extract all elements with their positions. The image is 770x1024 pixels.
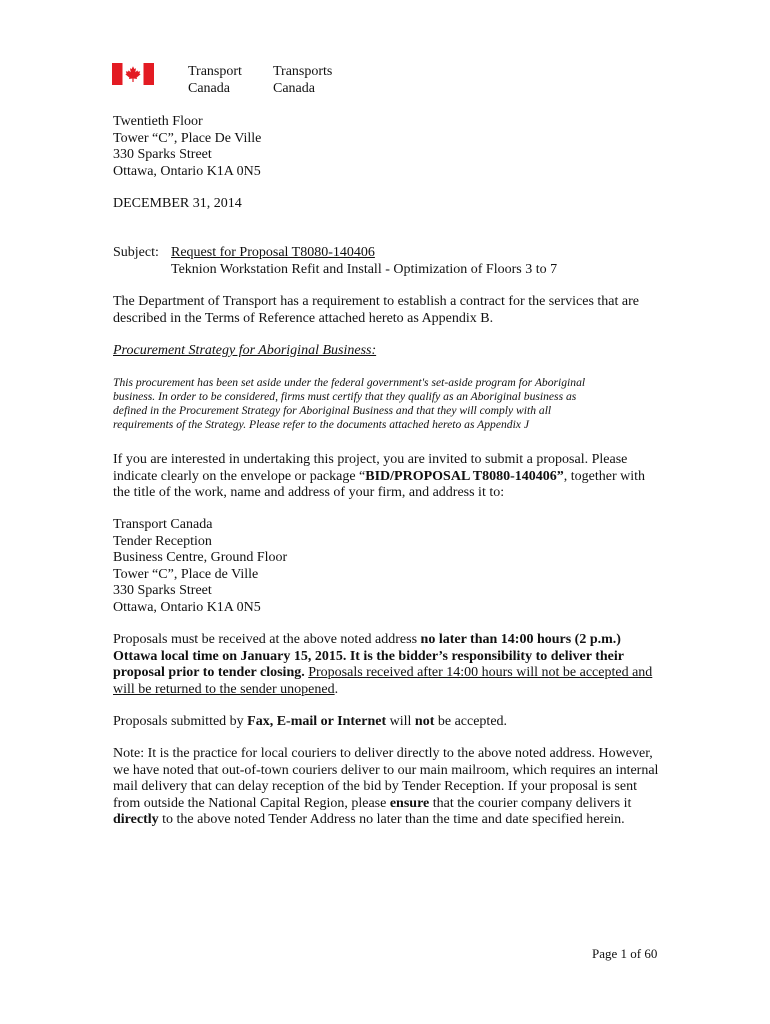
deadline-line bbox=[113, 682, 658, 699]
note-line bbox=[113, 812, 658, 829]
address-line: Transport Canada bbox=[113, 517, 213, 532]
sender-address bbox=[113, 114, 658, 180]
note-text: to the above noted Tender Address no later than the time and date specified herein. bbox=[158, 812, 625, 828]
note-line: we have noted that out-of-town couriers deliver to our main mailroom, which requires an internal bbox=[113, 762, 659, 778]
intro-line: The Department of Transport has a requirement to establish a contract for the services that are bbox=[113, 294, 639, 309]
deadline-warning: will be returned to the sender unopened bbox=[113, 681, 335, 697]
note-ensure: ensure bbox=[389, 795, 430, 811]
note-text: that the courier company delivers it bbox=[429, 795, 632, 811]
strategy-line: defined in the Procurement Strategy for Aboriginal Business and that they will comply with all bbox=[113, 404, 552, 417]
address-line: 330 Sparks Street bbox=[113, 147, 212, 163]
canada-flag-icon bbox=[112, 63, 154, 85]
note-line bbox=[113, 796, 658, 813]
strategy-line: This procurement has been set aside under the federal government's set-aside program for Aboriginal bbox=[113, 376, 586, 389]
deadline-time: no later than 14:00 hours (2 p.m.) bbox=[420, 632, 621, 647]
dept-fr-line1: Transports bbox=[273, 64, 333, 79]
note-directly: directly bbox=[113, 812, 159, 828]
deadline-line bbox=[113, 665, 658, 682]
fax-not: not bbox=[414, 714, 435, 729]
address-line: Tower “C”, Place de Ville bbox=[113, 566, 259, 582]
dept-en-line2: Canada bbox=[188, 81, 230, 96]
note-line: Note: It is the practice for local couriers to deliver directly to the above noted address. However, bbox=[113, 746, 653, 761]
invite-line bbox=[113, 469, 658, 486]
dept-en-line1: Transport bbox=[188, 64, 242, 79]
deadline-period: . bbox=[334, 681, 339, 697]
fax-paragraph bbox=[113, 714, 658, 731]
department-name-fr bbox=[273, 63, 332, 97]
address-line: Twentieth Floor bbox=[113, 114, 203, 129]
intro-paragraph bbox=[113, 294, 658, 327]
deadline-line bbox=[113, 632, 658, 649]
invite-line: If you are interested in undertaking this project, you are invited to submit a proposal. Please bbox=[113, 452, 628, 467]
bid-label: BID/PROPOSAL T8080-140406” bbox=[365, 468, 564, 484]
invite-text: , together with bbox=[563, 468, 646, 484]
subject-title: Teknion Workstation Refit and Install - Optimization of Floors 3 to 7 bbox=[171, 261, 558, 277]
strategy-line: business. In order to be considered, firms must certify that they qualify as an Aboriginal business as bbox=[113, 390, 577, 403]
recipient-address bbox=[113, 517, 658, 617]
deadline-warning: Proposals received after 14:00 hours will not be accepted and bbox=[308, 665, 653, 681]
fax-line bbox=[113, 714, 658, 731]
deadline-text: Proposals must be received at the above noted address bbox=[113, 632, 421, 647]
note-line: mail delivery that can delay reception of the bid by Tender Reception. If your proposal is sent bbox=[113, 779, 637, 795]
fax-text: be accepted. bbox=[434, 714, 508, 729]
invite-text: indicate clearly on the envelope or package “ bbox=[113, 468, 366, 484]
subject-label: Subject: bbox=[113, 245, 159, 260]
page-number: Page 1 of 60 bbox=[592, 946, 658, 961]
address-line: 330 Sparks Street bbox=[113, 583, 212, 599]
address-line: Ottawa, Ontario K1A 0N5 bbox=[113, 599, 261, 615]
deadline-text: proposal prior to tender closing. bbox=[113, 665, 305, 681]
letter-date: DECEMBER 31, 2014 bbox=[113, 196, 242, 211]
subject-rfp-number: Request for Proposal T8080-140406 bbox=[171, 245, 375, 260]
address-line: Ottawa, Ontario K1A 0N5 bbox=[113, 163, 261, 179]
invite-line: the title of the work, name and address of your firm, and address it to: bbox=[113, 485, 505, 501]
subject-block bbox=[113, 245, 658, 279]
note-paragraph bbox=[113, 746, 658, 829]
fax-text: Proposals submitted by bbox=[113, 714, 248, 729]
deadline-line: Ottawa local time on January 15, 2015. It is the bidder’s responsibility to deliver their bbox=[113, 648, 624, 664]
fax-text: will bbox=[386, 714, 415, 729]
invite-paragraph bbox=[113, 452, 658, 502]
deadline-paragraph bbox=[113, 632, 658, 698]
department-name-en bbox=[188, 63, 242, 97]
strategy-heading: Procurement Strategy for Aboriginal Business: bbox=[113, 343, 377, 358]
strategy-paragraph bbox=[113, 376, 658, 432]
fax-methods: Fax, E-mail or Internet bbox=[247, 714, 387, 729]
note-text: from outside the National Capital Region, please bbox=[113, 795, 390, 811]
address-line: Tower “C”, Place De Ville bbox=[113, 130, 262, 146]
intro-line: described in the Terms of Reference attached hereto as Appendix B. bbox=[113, 310, 494, 326]
strategy-line: requirements of the Strategy. Please refer to the documents attached hereto as Appendix J bbox=[113, 418, 529, 431]
address-line: Tender Reception bbox=[113, 533, 212, 549]
dept-fr-line2: Canada bbox=[273, 81, 315, 96]
address-line: Business Centre, Ground Floor bbox=[113, 550, 288, 566]
